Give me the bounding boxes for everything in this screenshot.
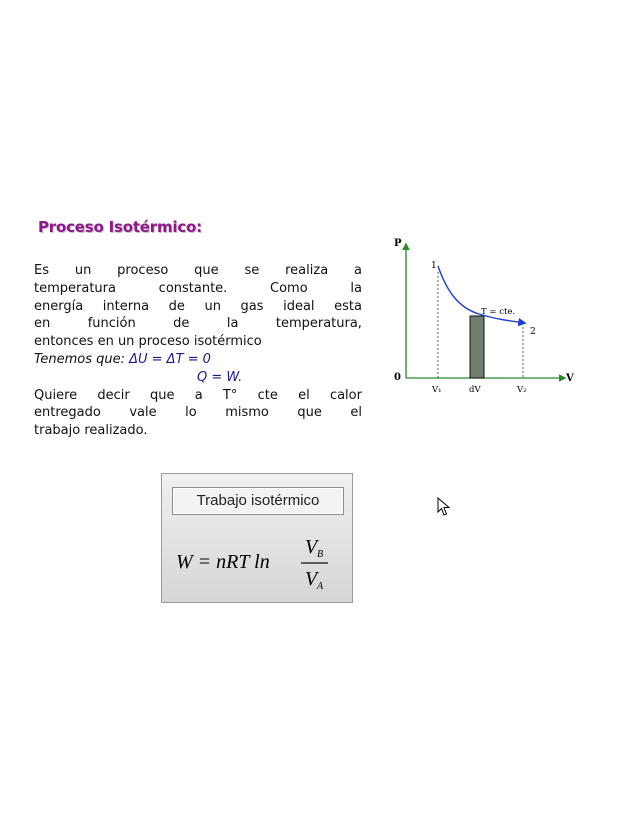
text-line-2: [34, 280, 362, 298]
text-line-5: entonces en un proceso isotérmico: [34, 334, 262, 350]
word: ideal: [283, 298, 315, 314]
isotherm-label: T = cte.: [481, 307, 516, 317]
word: de: [168, 298, 185, 314]
word: constante.: [158, 280, 228, 296]
word: la: [350, 280, 362, 296]
text-line-3: [34, 298, 362, 316]
word: energía: [34, 298, 84, 314]
word: calor: [329, 387, 362, 403]
word: lo: [185, 405, 197, 421]
formula-denominator: V: [305, 568, 318, 590]
pv-diagram: [375, 230, 580, 405]
text-line-9: [34, 404, 362, 422]
word: un: [204, 298, 221, 314]
origin-label: 0: [394, 372, 401, 383]
v1-tick-label: V₁: [432, 385, 442, 395]
word: decir: [97, 387, 130, 403]
word: esta: [334, 298, 362, 314]
formula-denominator-sub: A: [317, 581, 324, 592]
word: que: [297, 405, 322, 421]
word: gas: [240, 298, 264, 314]
word: cte: [257, 387, 278, 403]
isothermal-work-button[interactable]: Trabajo isotérmico: [172, 487, 344, 515]
word: el: [298, 387, 310, 403]
word: interna: [102, 298, 150, 314]
word: entregado: [34, 405, 101, 421]
word: mismo: [225, 405, 269, 421]
dv-tick-label: dV: [469, 385, 481, 395]
pointer-arrow-icon: [437, 497, 451, 517]
word: realiza: [285, 263, 329, 278]
word: temperatura: [34, 280, 116, 296]
word: Como: [270, 280, 308, 296]
section-title: Proceso Isotérmico:: [38, 218, 202, 236]
text-line-7: [34, 369, 362, 387]
point-1-label: 1: [431, 261, 437, 271]
word: se: [244, 263, 260, 278]
word: proceso: [117, 263, 169, 278]
word: el: [350, 405, 362, 421]
text-line-1: [34, 262, 362, 280]
isothermal-work-card: [161, 473, 353, 603]
word: Quiere: [34, 387, 78, 403]
text-line-8: [34, 387, 362, 405]
text-line-4: [34, 315, 362, 333]
word: función: [87, 316, 136, 332]
p-axis-label: P: [394, 238, 402, 249]
text-line-6: [34, 351, 362, 369]
formula-numerator-sub: B: [317, 549, 324, 560]
word: en: [34, 316, 51, 332]
equation-prefix: Tenemos que:: [34, 351, 130, 367]
dv-area-bar: [470, 316, 484, 378]
word: Es: [34, 263, 49, 278]
v2-tick-label: V₂: [517, 385, 527, 395]
word: de: [173, 316, 190, 332]
word: a: [194, 387, 203, 403]
v-axis-label: V: [566, 373, 574, 384]
word: a: [354, 263, 362, 278]
point-2-label: 2: [530, 327, 536, 337]
text-line-10: trabajo realizado.: [34, 423, 148, 439]
formula-numerator: V: [305, 536, 318, 558]
word: que: [149, 387, 175, 403]
word: temperatura,: [275, 316, 362, 332]
description-paragraph: [34, 262, 362, 440]
word: T°: [222, 387, 238, 403]
energy-equation: ΔU = ΔT = 0: [129, 351, 211, 367]
work-formula: [166, 532, 346, 594]
word: que: [194, 263, 219, 278]
word: la: [226, 316, 239, 332]
formula-lhs: W = nRT ln: [176, 551, 270, 573]
heat-work-equation: Q = W.: [197, 369, 243, 385]
word: un: [74, 263, 92, 278]
word: vale: [129, 405, 157, 421]
